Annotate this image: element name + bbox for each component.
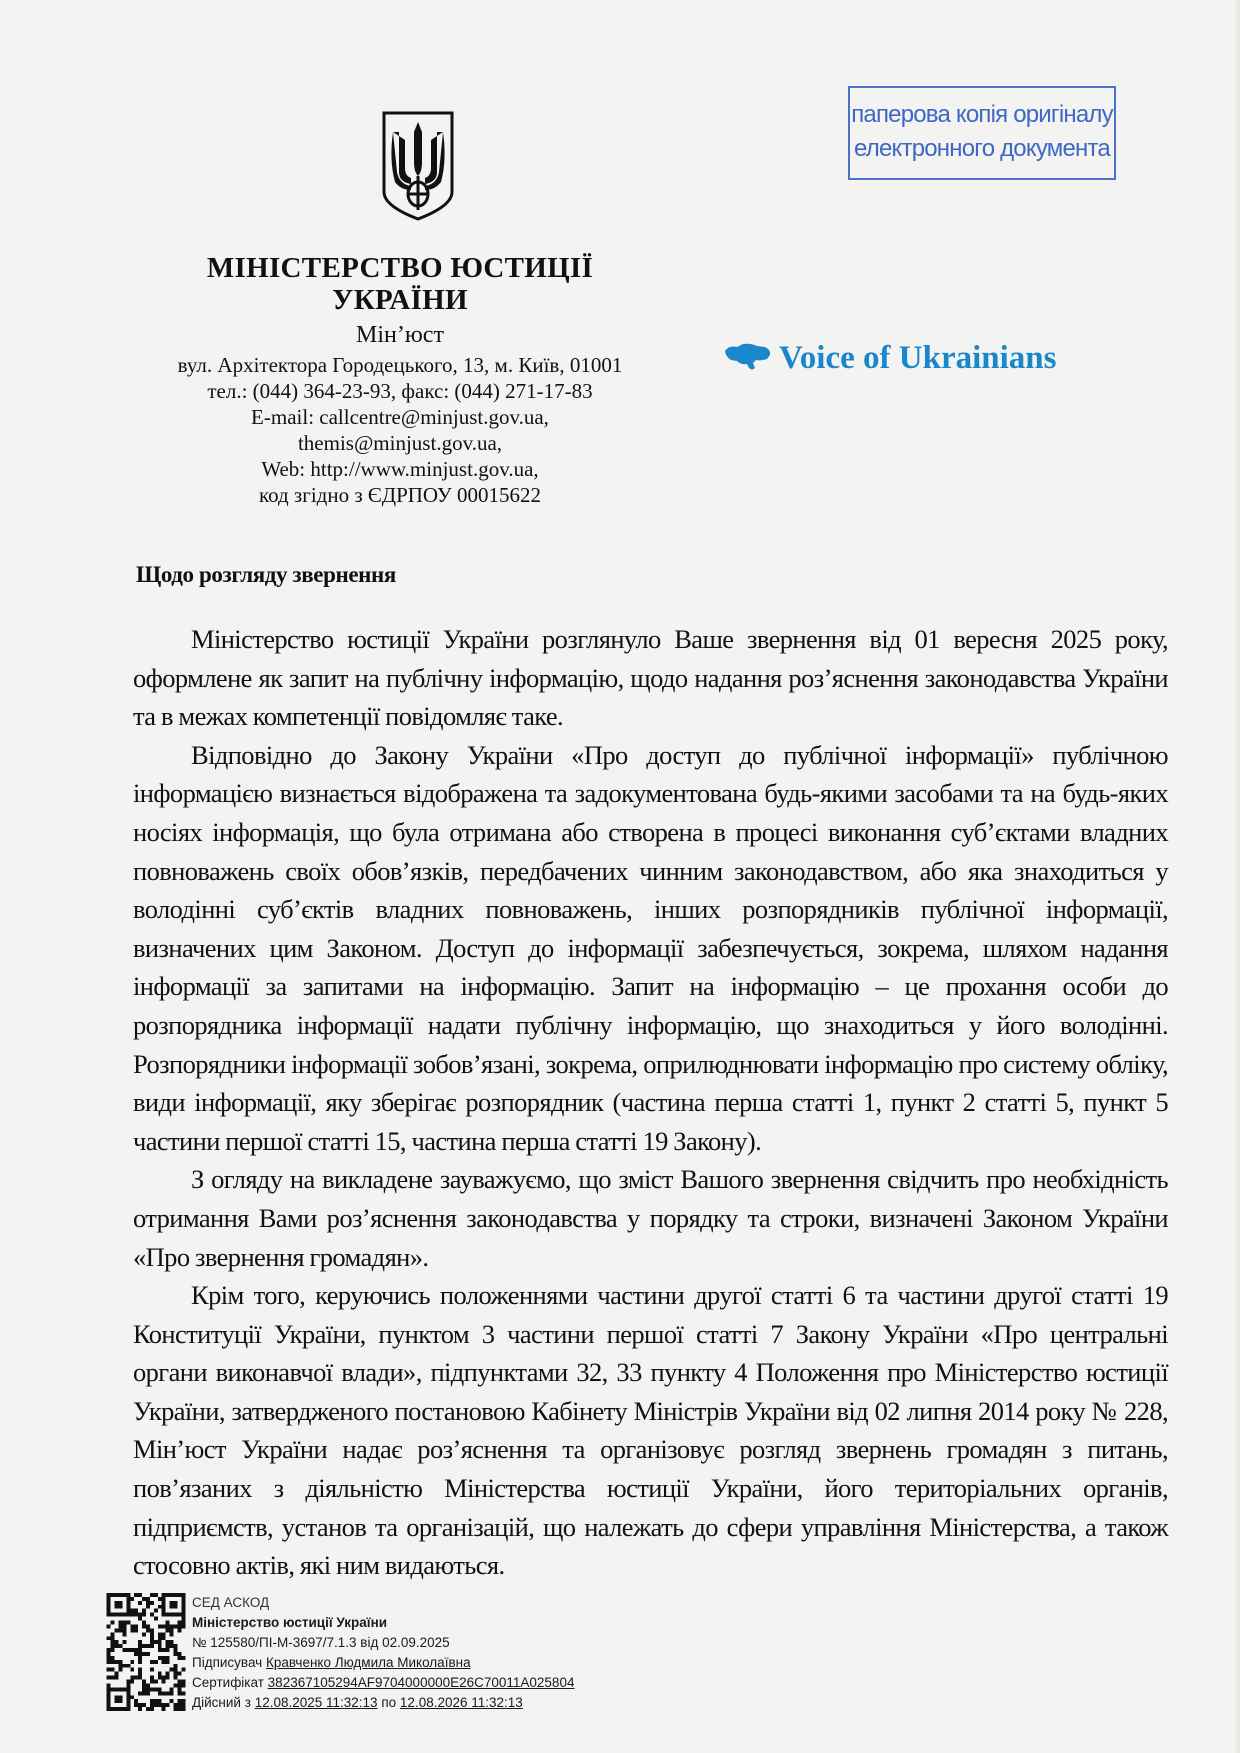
qr-module — [111, 1656, 115, 1660]
qr-module — [150, 1707, 154, 1711]
qr-module — [142, 1691, 146, 1695]
qr-module — [150, 1628, 154, 1632]
qr-module — [166, 1624, 170, 1628]
qr-module — [130, 1624, 134, 1628]
qr-module — [162, 1703, 166, 1707]
qr-module — [115, 1640, 119, 1644]
qr-module — [177, 1683, 181, 1687]
qr-module — [134, 1699, 138, 1703]
qr-module — [150, 1640, 154, 1644]
qr-module — [130, 1695, 134, 1699]
signature-organization: Міністерство юстиції України — [192, 1614, 388, 1630]
ministry-short-name: Мін’юст — [356, 322, 444, 348]
qr-module — [142, 1613, 146, 1617]
qr-module — [107, 1656, 111, 1660]
qr-module — [138, 1660, 142, 1664]
qr-module — [142, 1679, 146, 1683]
letter-subject: Щодо розгляду звернення — [136, 562, 396, 587]
qr-module — [115, 1675, 119, 1679]
qr-module — [170, 1687, 174, 1691]
qr-module — [154, 1687, 158, 1691]
qr-module — [122, 1664, 126, 1668]
qr-module — [134, 1624, 138, 1628]
qr-module — [146, 1683, 150, 1687]
qr-module — [118, 1624, 122, 1628]
qr-module — [170, 1624, 174, 1628]
qr-module — [166, 1640, 170, 1644]
valid-to-label: по — [381, 1694, 397, 1710]
qr-module — [111, 1632, 115, 1636]
qr-module — [107, 1624, 111, 1628]
qr-module — [146, 1605, 150, 1609]
qr-module — [162, 1648, 166, 1652]
qr-module — [107, 1652, 111, 1656]
qr-module — [111, 1644, 115, 1648]
qr-module — [162, 1691, 166, 1695]
qr-module — [162, 1656, 166, 1660]
qr-module — [174, 1703, 178, 1707]
valid-from: 12.08.2025 11:32:13 — [254, 1694, 378, 1710]
qr-module — [166, 1644, 170, 1648]
qr-module — [150, 1660, 154, 1664]
qr-module — [138, 1668, 142, 1672]
qr-module — [158, 1636, 162, 1640]
ministry-address: вул. Архітектора Городецького, 13, м. Київ, 01001 — [177, 353, 623, 377]
qr-module — [162, 1675, 166, 1679]
qr-module — [115, 1672, 119, 1676]
qr-module — [181, 1691, 185, 1695]
voice-of-ukrainians-text: Voice of Ukrainians — [779, 339, 1057, 376]
qr-module — [134, 1648, 138, 1652]
stamp-line-2: електронного документа — [854, 135, 1110, 162]
qr-module — [138, 1672, 142, 1676]
qr-module — [181, 1624, 185, 1628]
ministry-web: Web: http://www.minjust.gov.ua, — [261, 457, 539, 481]
qr-module — [166, 1675, 170, 1679]
qr-module — [150, 1632, 154, 1636]
qr-module — [158, 1624, 162, 1628]
qr-module — [118, 1628, 122, 1632]
cert-label: Сертифікат — [192, 1674, 264, 1690]
qr-module — [166, 1672, 170, 1676]
qr-module — [122, 1648, 126, 1652]
qr-module — [150, 1593, 154, 1597]
qr-module — [126, 1664, 130, 1668]
qr-module — [162, 1679, 166, 1683]
qr-module — [181, 1699, 185, 1703]
qr-module — [177, 1672, 181, 1676]
qr-module — [162, 1707, 166, 1711]
qr-module — [181, 1656, 185, 1660]
qr-module — [111, 1636, 115, 1640]
qr-module — [170, 1699, 174, 1703]
qr-module — [150, 1636, 154, 1640]
qr-module — [154, 1703, 158, 1707]
qr-module — [138, 1648, 142, 1652]
qr-module — [130, 1675, 134, 1679]
qr-module — [111, 1675, 115, 1679]
qr-module — [174, 1664, 178, 1668]
qr-module — [154, 1593, 158, 1597]
ministry-email-2: themis@minjust.gov.ua, — [297, 431, 503, 455]
qr-module — [138, 1675, 142, 1679]
qr-module — [150, 1644, 154, 1648]
qr-module — [177, 1703, 181, 1707]
qr-module — [174, 1675, 178, 1679]
qr-module — [166, 1628, 170, 1632]
qr-module — [146, 1691, 150, 1695]
qr-module — [111, 1660, 115, 1664]
qr-module — [107, 1668, 111, 1672]
qr-module — [138, 1703, 142, 1707]
qr-module — [150, 1679, 154, 1683]
signer-name: Кравченко Людмила Миколаївна — [265, 1654, 471, 1670]
qr-module — [174, 1644, 178, 1648]
qr-module — [177, 1691, 181, 1695]
qr-module — [146, 1644, 150, 1648]
signature-validity-row — [192, 1693, 574, 1713]
qr-module — [134, 1593, 138, 1597]
stamp-line-1: паперова копія оригіналу — [851, 101, 1113, 128]
qr-module — [134, 1675, 138, 1679]
qr-module — [174, 1672, 178, 1676]
qr-module — [150, 1703, 154, 1707]
paragraph: Відповідно до Закону України «Про доступ до публічної інформації» публічною інформацією визнається відображена та задокументована будь-якими засобами та на будь-яких носіях інформація, що була отримана або створена в процесі виконання суб’єктами владних повноважень своїх обов’язків, передбачених чинним законодавством, або яка знаходиться у володінні суб’єктів владних повноважень, інших розпорядників публічної інформації, визначених цим Законом. Доступ до інформації забезпечується, зокрема, шляхом надання інформації за запитами на інформацію. Запит на інформацію – це прохання особи до розпорядника інформації надати публічну інформацію, що знаходиться у його володінні. Розпорядники інформації зобов’язані, зокрема, оприлюднювати інформацію про систему обліку, види інформації, яку зберігає розпорядник (частина перша статті 1, пункт 2 статті 5, пункт 5 частини першої статті 15, частина перша статті 19 Закону). — [133, 739, 1168, 1156]
qr-module — [107, 1636, 111, 1640]
qr-module — [130, 1613, 134, 1617]
qr-module — [134, 1613, 138, 1617]
qr-module — [118, 1660, 122, 1664]
letter-flow — [133, 0, 1168, 1753]
qr-module — [126, 1620, 130, 1624]
qr-module — [166, 1648, 170, 1652]
ministry-edrpou: код згідно з ЄДРПОУ 00015622 — [258, 483, 542, 507]
qr-module — [122, 1640, 126, 1644]
paragraph: З огляду на викладене зауважуємо, що зміст Вашого звернення свідчить про необхідність отримання Вами роз’яснення законодавства у порядку та строки, визначені Законом України «Про звернення громадян». — [133, 1164, 1168, 1272]
signature-cert-row — [192, 1673, 574, 1693]
qr-module — [150, 1668, 154, 1672]
qr-module — [174, 1668, 178, 1672]
qr-module — [174, 1652, 178, 1656]
qr-module — [146, 1652, 150, 1656]
signature-signer-row — [192, 1653, 574, 1673]
qr-module — [158, 1703, 162, 1707]
qr-module — [174, 1624, 178, 1628]
qr-module — [158, 1640, 162, 1644]
qr-module — [142, 1652, 146, 1656]
qr-module — [134, 1652, 138, 1656]
qr-module — [181, 1668, 185, 1672]
qr-module — [142, 1624, 146, 1628]
qr-module — [154, 1616, 158, 1620]
qr-module — [107, 1675, 111, 1679]
qr-module — [111, 1668, 115, 1672]
qr-module — [142, 1687, 146, 1691]
paragraph: Крім того, керуючись положеннями частини другої статті 6 та частини другої статті 19 Конституції України, пунктом 3 частини першої статті 7 Закону України «Про центральні органи виконавчої влади», підпунктами 32, 33 пункту 4 Положення про Міністерство юстиції України, затвердженого постановою Кабінету Міністрів України від 02 липня 2014 року № 228, Мін’юст України надає роз’яснення та організовує розгляд звернень громадян з питань, пов’язаних з діяльністю Міністерства юстиції України, його територіальних органів, підприємств, установ та організацій, що належать до сфери управління Міністерства, а також стосовно актів, які ним видаються. — [133, 1280, 1168, 1581]
qr-module — [177, 1707, 181, 1711]
qr-module — [181, 1616, 185, 1620]
qr-module — [158, 1605, 162, 1609]
qr-module — [142, 1703, 146, 1707]
qr-module — [162, 1636, 166, 1640]
qr-module — [126, 1683, 130, 1687]
qr-module — [181, 1679, 185, 1683]
qr-module — [146, 1601, 150, 1605]
qr-module — [150, 1613, 154, 1617]
valid-from-label: Дійсний з — [192, 1694, 251, 1710]
qr-module — [138, 1691, 142, 1695]
qr-module — [177, 1628, 181, 1632]
page-edge — [1234, 0, 1240, 1753]
qr-module — [138, 1601, 142, 1605]
qr-module — [177, 1624, 181, 1628]
qr-module — [158, 1644, 162, 1648]
qr-module — [158, 1687, 162, 1691]
qr-module — [130, 1679, 134, 1683]
qr-module — [166, 1620, 170, 1624]
qr-module — [118, 1620, 122, 1624]
qr-module — [154, 1699, 158, 1703]
qr-module — [142, 1632, 146, 1636]
qr-module — [138, 1640, 142, 1644]
qr-module — [158, 1656, 162, 1660]
qr-module — [181, 1703, 185, 1707]
qr-module — [115, 1601, 123, 1609]
qr-module — [122, 1620, 126, 1624]
paragraph: Міністерство юстиції України розглянуло Ваше звернення від 01 вересня 2025 року, оформлене як запит на публічну інформацію, щодо надання роз’яснення законодавства України та в межах компетенції повідомляє таке. — [133, 624, 1168, 732]
qr-module — [158, 1699, 162, 1703]
qr-module — [174, 1707, 178, 1711]
qr-module — [134, 1628, 138, 1632]
qr-module — [174, 1683, 178, 1687]
signature-footer — [106, 1593, 1168, 1753]
qr-module — [138, 1616, 142, 1620]
qr-module — [150, 1675, 154, 1679]
qr-code-icon — [106, 1593, 186, 1711]
qr-module — [162, 1660, 166, 1664]
qr-module — [130, 1648, 134, 1652]
qr-module — [162, 1632, 166, 1636]
qr-module — [170, 1628, 174, 1632]
qr-module — [122, 1624, 126, 1628]
qr-module — [126, 1648, 130, 1652]
qr-module — [146, 1628, 150, 1632]
qr-module — [122, 1628, 126, 1632]
qr-module — [118, 1668, 122, 1672]
qr-module — [138, 1613, 142, 1617]
qr-module — [174, 1648, 178, 1652]
qr-module — [138, 1656, 142, 1660]
qr-module — [158, 1648, 162, 1652]
qr-module — [158, 1672, 162, 1676]
qr-module — [177, 1652, 181, 1656]
qr-module — [111, 1648, 115, 1652]
qr-module — [170, 1632, 174, 1636]
qr-module — [130, 1597, 134, 1601]
qr-module — [126, 1679, 130, 1683]
qr-module — [170, 1601, 178, 1609]
qr-module — [146, 1707, 150, 1711]
qr-module — [170, 1668, 174, 1672]
qr-module — [154, 1609, 158, 1613]
qr-module — [170, 1644, 174, 1648]
qr-module — [122, 1632, 126, 1636]
ministry-name-line-1: МІНІСТЕРСТВО ЮСТИЦІЇ — [206, 252, 594, 284]
qr-module — [138, 1593, 142, 1597]
qr-module — [115, 1628, 119, 1632]
qr-module — [142, 1683, 146, 1687]
qr-module — [142, 1597, 146, 1601]
qr-module — [118, 1664, 122, 1668]
qr-module — [142, 1609, 146, 1613]
qr-module — [150, 1699, 154, 1703]
qr-module — [130, 1668, 134, 1672]
letter-body — [133, 620, 1168, 1585]
qr-module — [154, 1660, 158, 1664]
signature-reg-number: № 125580/ПІ-М-3697/7.1.3 від 02.09.2025 — [192, 1634, 450, 1650]
ministry-phone: тел.: (044) 364-23-93, факс: (044) 271-17-83 — [207, 379, 593, 403]
qr-module — [166, 1660, 170, 1664]
qr-module — [150, 1601, 154, 1605]
qr-module — [177, 1679, 181, 1683]
qr-module — [138, 1707, 142, 1711]
qr-module — [166, 1656, 170, 1660]
qr-module — [130, 1609, 134, 1613]
qr-module — [111, 1640, 115, 1644]
qr-module — [138, 1644, 142, 1648]
cert-number: 382367105294AF9704000000E26C70011A025804 — [267, 1674, 575, 1690]
signature-system: СЕД АСКОД — [192, 1594, 270, 1610]
qr-module — [111, 1620, 115, 1624]
qr-module — [166, 1703, 170, 1707]
qr-module — [181, 1683, 185, 1687]
qr-module — [170, 1640, 174, 1644]
qr-module — [146, 1624, 150, 1628]
qr-module — [107, 1648, 111, 1652]
qr-module — [177, 1699, 181, 1703]
qr-module — [115, 1644, 119, 1648]
qr-module — [142, 1620, 146, 1624]
qr-module — [118, 1644, 122, 1648]
qr-module — [130, 1628, 134, 1632]
qr-module — [158, 1691, 162, 1695]
qr-module — [158, 1597, 162, 1601]
qr-module — [138, 1652, 142, 1656]
qr-module — [134, 1703, 138, 1707]
electronic-signature-block — [192, 1593, 574, 1713]
qr-module — [146, 1687, 150, 1691]
qr-module — [134, 1609, 138, 1613]
qr-module — [170, 1691, 174, 1695]
qr-module — [130, 1660, 134, 1664]
qr-module — [154, 1679, 158, 1683]
qr-module — [177, 1620, 181, 1624]
qr-module — [181, 1620, 185, 1624]
qr-module — [166, 1691, 170, 1695]
qr-module — [177, 1656, 181, 1660]
ministry-email-1: E-mail: callcentre@minjust.gov.ua, — [251, 405, 549, 429]
qr-module — [150, 1687, 154, 1691]
qr-module — [115, 1695, 123, 1703]
qr-module — [181, 1707, 185, 1711]
qr-module — [146, 1597, 150, 1601]
qr-module — [162, 1624, 166, 1628]
ministry-name-line-2: УКРАЇНИ — [332, 284, 468, 316]
qr-module — [177, 1687, 181, 1691]
qr-module — [154, 1640, 158, 1644]
qr-module — [158, 1632, 162, 1636]
qr-module — [142, 1644, 146, 1648]
qr-module — [107, 1683, 111, 1687]
signer-label: Підписувач — [192, 1654, 263, 1670]
qr-module — [107, 1660, 111, 1664]
qr-module — [115, 1660, 119, 1664]
valid-to: 12.08.2026 11:32:13 — [399, 1694, 523, 1710]
qr-module — [158, 1675, 162, 1679]
